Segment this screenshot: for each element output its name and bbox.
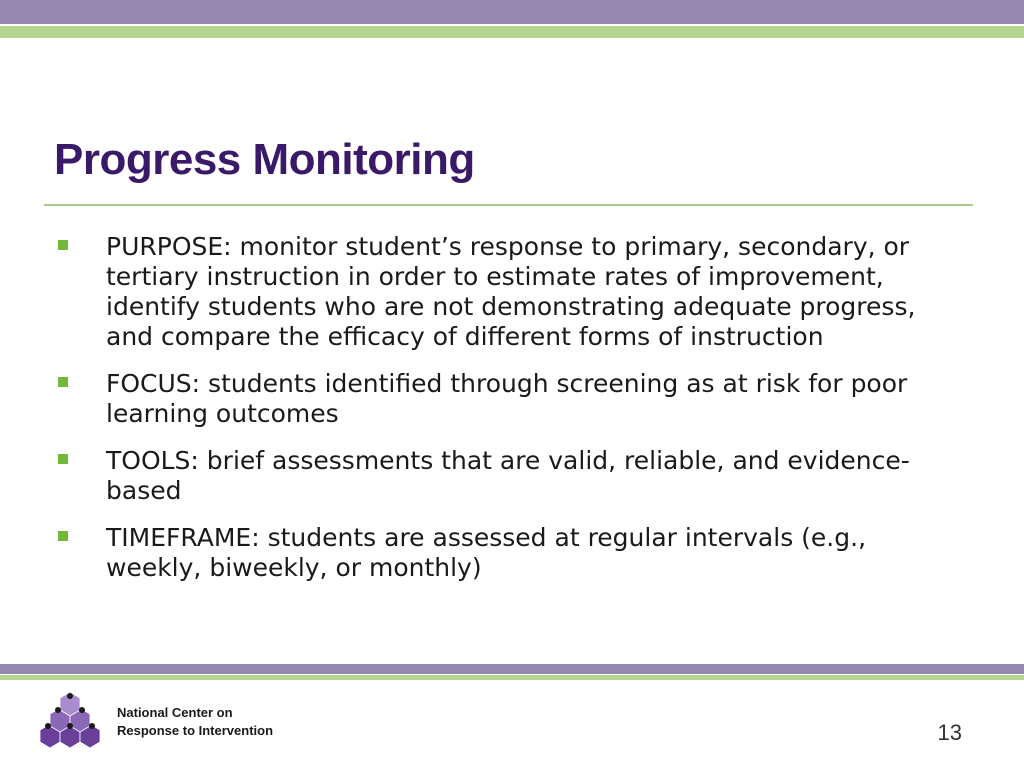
square-bullet-icon	[58, 454, 68, 464]
bullet-item-purpose	[54, 232, 954, 352]
bottom-green-band	[0, 675, 1024, 680]
bullet-item-tools	[54, 446, 954, 506]
square-bullet-icon	[58, 531, 68, 541]
bottom-purple-band	[0, 664, 1024, 674]
organization-name	[117, 704, 273, 740]
org-line-2: Response to Intervention	[117, 723, 274, 738]
bullet-item-focus	[54, 369, 954, 429]
title-divider	[44, 204, 973, 206]
bullet-item-timeframe	[54, 523, 954, 583]
bullet-text: TIMEFRAME: students are assessed at regular intervals (e.g., weekly, biweekly, or monthly)	[106, 523, 867, 582]
square-bullet-icon	[58, 377, 68, 387]
bullet-list	[54, 232, 954, 600]
slide-title: Progress Monitoring	[54, 135, 475, 184]
bullet-text: FOCUS: students identified through screening as at risk for poor learning outcomes	[106, 369, 908, 428]
bullet-text: PURPOSE: monitor student’s response to primary, secondary, or tertiary instruction in order to estimate rates of improvement, identify students who are not demonstrating adequate progress, and compare the efficacy of different forms of instruction	[106, 232, 916, 351]
square-bullet-icon	[58, 240, 68, 250]
bullet-text: TOOLS: brief assessments that are valid, reliable, and evidence-based	[106, 446, 910, 505]
top-purple-band	[0, 0, 1024, 24]
stacked-cubes-logo-icon	[38, 690, 108, 752]
top-green-band	[0, 26, 1024, 38]
org-line-1: National Center on	[117, 705, 233, 720]
page-number: 13	[937, 720, 962, 745]
